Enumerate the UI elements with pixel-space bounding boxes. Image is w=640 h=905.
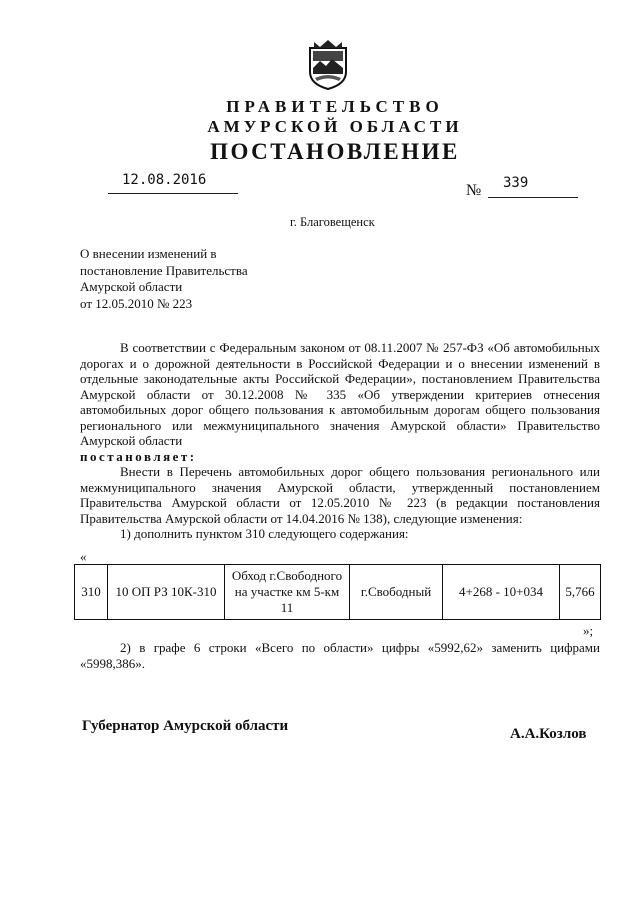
subject-line: Амурской области [80,279,183,294]
table-row [75,565,601,620]
doc-date: 12.08.2016 [122,172,207,188]
subject-line: О внесении изменений в [80,246,217,261]
header-region: АМУРСКОЙ ОБЛАСТИ [207,117,463,136]
city: г. Благовещенск [290,215,375,229]
subject-block [80,246,248,312]
table-cell-code: 10 ОП РЗ 10К-310 [108,565,225,620]
doc-number: 339 [503,175,529,191]
signatory-name: А.А.Козлов [510,726,587,742]
item1-paragraph: 1) дополнить пунктом 310 следующего содержания: [120,526,409,541]
header-government: ПРАВИТЕЛЬСТВО [226,97,444,116]
table-cell-km-range: 4+268 - 10+034 [443,565,560,620]
change-paragraph: Внести в Перечень автомобильных дорог общего пользования регионального или межмуниципального значения Амурской области, утвержденный постановлением Правительства Амурской области от 12.05.2010 № 223 (в редакции постановления Правительства Амурской области от 14.04.2016 № 138), следующие изменения: [80,464,600,526]
signatory-position: Губернатор Амурской области [82,718,289,734]
subject-line: от 12.05.2010 № 223 [80,295,193,311]
quote-open: « [80,549,87,564]
subject-line: постановление Правительства [80,262,248,278]
table-cell-length: 5,766 [560,565,601,620]
road-table [74,564,601,620]
table-cell-index: 310 [75,565,108,620]
table-cell-road-name: Обход г.Свободного на участке км 5-км 11 [225,565,350,620]
resolve-word: постановляет: [80,448,197,464]
item2-block [80,640,600,672]
date-underline [108,193,238,194]
table-cell-locality: г.Свободный [350,565,443,620]
header-doc-type: ПОСТАНОВЛЕНИЕ [210,139,460,164]
item2-paragraph: 2) в графе 6 строки «Всего по области» цифры «5992,62» заменить цифрами «5998,386». [80,640,600,671]
quote-close: »; [583,623,594,638]
number-underline [488,197,578,198]
body-text [80,340,600,542]
number-sign: № [466,182,482,199]
coat-of-arms-icon [306,38,350,90]
preamble-paragraph: В соответствии с Федеральным законом от 08.11.2007 № 257-ФЗ «Об автомобильных дорогах и о дорожной деятельности в Российской Федерации и о внесении изменений в отдельные законодательные акты Российской Федерации», постановлением Правительства Амурской области от 30.12.2008 № 335 «Об утверждении критериев отнесения автомобильных дорог общего пользования к автомобильным дорогам общего пользования регионального или межмуниципального значения Амурской области» Правительство Амурской области [80,340,600,448]
